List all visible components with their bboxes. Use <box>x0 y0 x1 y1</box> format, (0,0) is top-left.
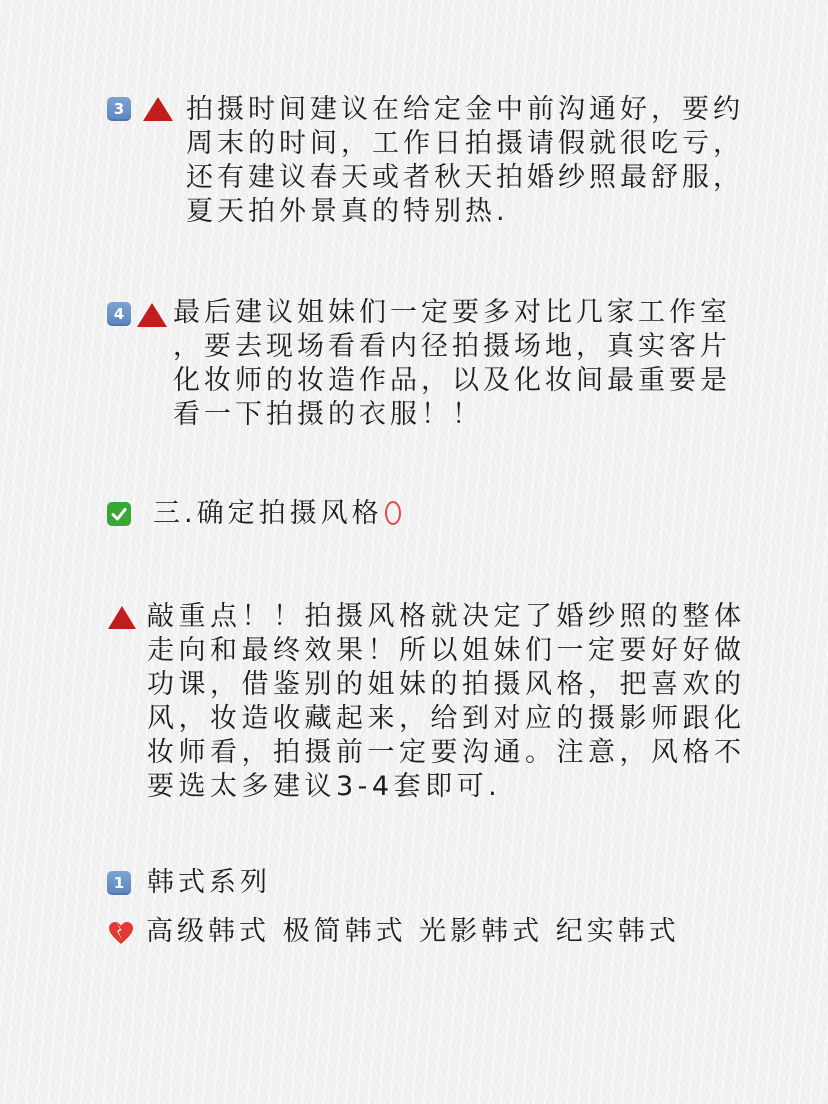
keycap-1-icon: 1 <box>107 871 131 895</box>
section-4-line: 化妆师的妆造作品，以及化妆间最重要是 <box>173 365 731 396</box>
warning-triangle-icon <box>136 302 168 328</box>
warning-triangle-icon <box>142 96 174 122</box>
heading-wrapper <box>153 497 401 531</box>
section-3 <box>107 93 744 229</box>
emphasis-block <box>107 600 746 804</box>
section-3-line: 拍摄时间建议在给定金中前沟通好，要约 <box>186 94 744 125</box>
emphasis-line: 要选太多建议3-4套即可. <box>147 771 502 802</box>
keycap-3-icon: 3 <box>107 97 131 121</box>
section-3-line: 周末的时间，工作日拍摄请假就很吃亏， <box>186 128 744 159</box>
series-1 <box>107 866 271 900</box>
emphasis-line: 敲重点！！拍摄风格就决定了婚纱照的整体 <box>147 601 746 632</box>
check-mark-icon <box>107 502 131 526</box>
section-4-text <box>173 296 731 432</box>
keycap-4-icon: 4 <box>107 302 131 326</box>
heart-icon <box>107 919 135 947</box>
series-1-styles: 高级韩式 极简韩式 光影韩式 纪实韩式 <box>146 916 680 947</box>
emphasis-line: 风，妆造收藏起来，给到对应的摄影师跟化 <box>147 703 746 734</box>
ring-icon <box>385 501 401 525</box>
section-4-line: ，要去现场看看内径拍摄场地，真实客片 <box>173 331 731 362</box>
emphasis-line: 走向和最终效果！所以姐妹们一定要好好做 <box>147 635 746 666</box>
series-1-title: 韩式系列 <box>147 867 271 898</box>
page-title: 三.确定拍摄风格 <box>153 498 383 529</box>
series-1-styles-row <box>107 915 680 949</box>
section-3-line: 还有建议春天或者秋天拍婚纱照最舒服， <box>186 162 744 193</box>
warning-triangle-icon <box>107 605 137 630</box>
section-3-line: 夏天拍外景真的特别热. <box>186 196 509 227</box>
style-heading <box>107 497 401 531</box>
section-4 <box>107 296 731 432</box>
section-4-line: 最后建议姐妹们一定要多对比几家工作室 <box>173 297 731 328</box>
section-4-line: 看一下拍摄的衣服！！ <box>173 399 483 430</box>
emphasis-line: 功课，借鉴别的姐妹的拍摄风格，把喜欢的 <box>147 669 746 700</box>
emphasis-line: 妆师看，拍摄前一定要沟通。注意，风格不 <box>147 737 746 768</box>
section-3-text <box>186 93 744 229</box>
emphasis-text <box>147 600 746 804</box>
